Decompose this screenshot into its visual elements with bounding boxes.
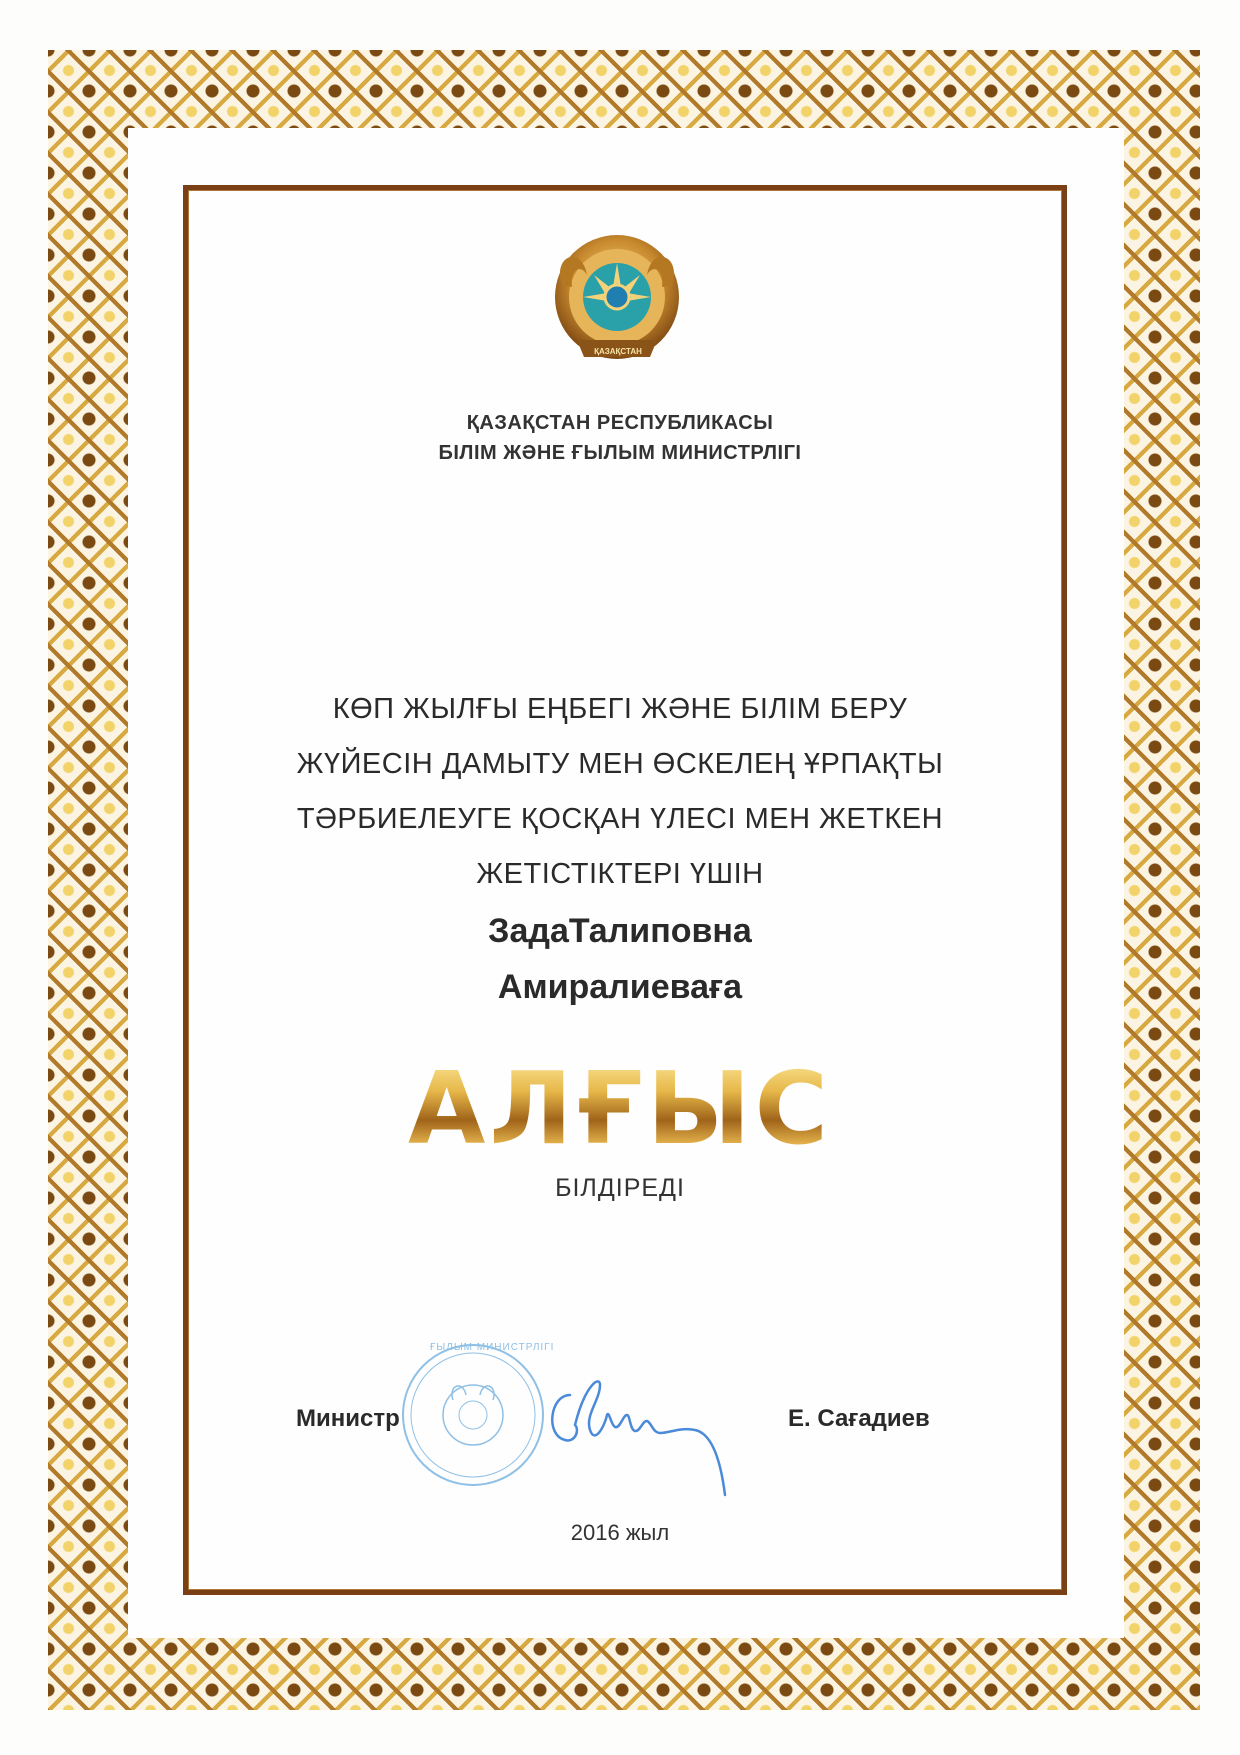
reason-line-2: ЖҮЙЕСІН ДАМЫТУ МЕН ӨСКЕЛЕҢ ҰРПАҚТЫ [296, 748, 944, 780]
organization-line-1: ҚАЗАҚСТАН РЕСПУБЛИКАСЫ [466, 412, 774, 434]
signatory-position: Министр [296, 1405, 400, 1432]
stamp-text: ҒЫЛЫМ МИНИСТРЛІГІ [430, 1342, 555, 1353]
signatory-name: Е. Сағадиев [788, 1405, 930, 1432]
organization-line-2: БІЛІМ ЖӘНЕ ҒЫЛЫМ МИНИСТРЛІГІ [438, 442, 802, 464]
reason-line-4: ЖЕТІСТІКТЕРІ ҮШІН [476, 858, 764, 890]
certificate-title: АЛҒЫС [0, 1050, 1240, 1167]
reason-line-1: КӨП ЖЫЛҒЫ ЕҢБЕГІ ЖӘНЕ БІЛІМ БЕРУ [332, 693, 908, 725]
reason-line-3: ТӘРБИЕЛЕУГЕ ҚОСҚАН ҮЛЕСІ МЕН ЖЕТКЕН [296, 803, 944, 835]
recipient-name-line-2: Амиралиеваға [497, 968, 743, 1006]
round-stamp-icon [398, 1340, 548, 1490]
recipient-name-line-1: ЗадаТалиповна [488, 912, 752, 950]
certificate-subtitle: БІЛДІРЕДІ [555, 1174, 685, 1202]
issue-year: 2016 жыл [570, 1520, 670, 1545]
emblem-ribbon-text: ҚАЗАҚСТАН [594, 347, 642, 356]
handwritten-signature [545, 1355, 745, 1515]
